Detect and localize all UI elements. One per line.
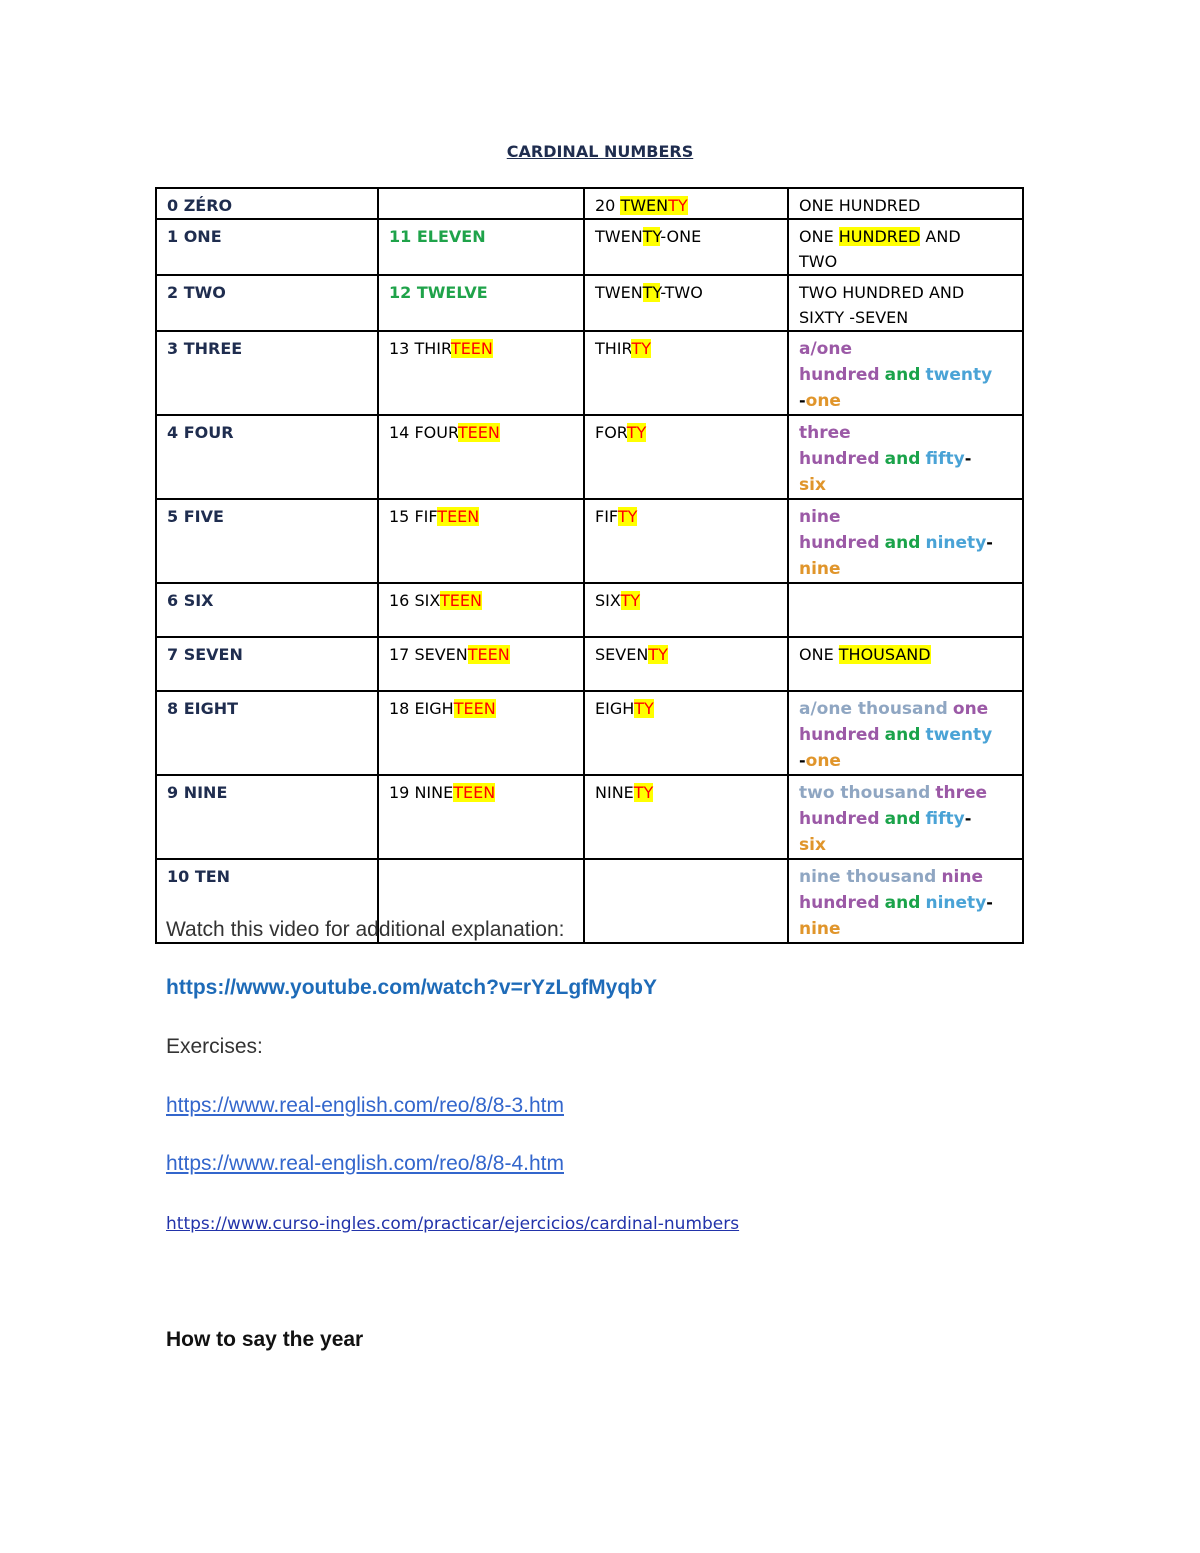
table-cell: ONE HUNDRED <box>788 188 1023 219</box>
table-cell: 4 FOUR <box>156 415 378 499</box>
table-cell: 9 NINE <box>156 775 378 859</box>
table-cell: two thousand three hundred and fifty- six <box>788 775 1023 859</box>
table-cell: 15 FIFTEEN <box>378 499 584 583</box>
table-row <box>156 331 1023 415</box>
table-cell: TWENTY-TWO <box>584 275 788 331</box>
table-cell: ONE THOUSAND <box>788 637 1023 691</box>
exercise-link-2[interactable]: https://www.real-english.com/reo/8/8-4.htm <box>166 1152 564 1175</box>
exercise-link-3[interactable]: https://www.curso-ingles.com/practicar/ejercicios/cardinal-numbers <box>166 1214 740 1234</box>
table-cell: NINETY <box>584 775 788 859</box>
table-row <box>156 188 1023 219</box>
table-cell: 10 TEN <box>156 859 378 943</box>
table-cell: 8 EIGHT <box>156 691 378 775</box>
table-cell: 6 SIX <box>156 583 378 637</box>
table-cell: 16 SIXTEEN <box>378 583 584 637</box>
table-cell: THIRTY <box>584 331 788 415</box>
video-intro-text: Watch this video for additional explanation: <box>166 918 565 941</box>
table-row <box>156 583 1023 637</box>
table-cell: nine thousand nine hundred and ninety- nine <box>788 859 1023 943</box>
table-cell: 0 ZÉRO <box>156 188 378 219</box>
table-cell <box>584 859 788 943</box>
cardinal-numbers-table <box>155 187 1024 944</box>
table-cell <box>378 188 584 219</box>
exercises-label: Exercises: <box>166 1035 263 1058</box>
exercise-link-1[interactable]: https://www.real-english.com/reo/8/8-3.htm <box>166 1094 564 1117</box>
table-cell: SEVENTY <box>584 637 788 691</box>
table-cell: 11 ELEVEN <box>378 219 584 275</box>
table-cell: 7 SEVEN <box>156 637 378 691</box>
table-cell: SIXTY <box>584 583 788 637</box>
table-cell: 14 FOURTEEN <box>378 415 584 499</box>
table-cell: 19 NINETEEN <box>378 775 584 859</box>
table-cell: three hundred and fifty- six <box>788 415 1023 499</box>
section-heading: How to say the year <box>166 1328 364 1351</box>
table-row <box>156 219 1023 275</box>
youtube-link[interactable]: https://www.youtube.com/watch?v=rYzLgfMyqbY <box>166 976 657 999</box>
table-row <box>156 275 1023 331</box>
table-cell: 20 TWENTY <box>584 188 788 219</box>
table-row <box>156 499 1023 583</box>
table-cell: ONE HUNDRED AND TWO <box>788 219 1023 275</box>
table-cell <box>788 583 1023 637</box>
table-cell: 12 TWELVE <box>378 275 584 331</box>
table-row <box>156 415 1023 499</box>
table-cell: 5 FIVE <box>156 499 378 583</box>
table-cell: 3 THREE <box>156 331 378 415</box>
table-cell: TWENTY-ONE <box>584 219 788 275</box>
table-cell: 18 EIGHTEEN <box>378 691 584 775</box>
table-cell: FORTY <box>584 415 788 499</box>
table-cell: a/one hundred and twenty -one <box>788 331 1023 415</box>
table-cell: a/one thousand one hundred and twenty -one <box>788 691 1023 775</box>
table-cell: 2 TWO <box>156 275 378 331</box>
page-title: CARDINAL NUMBERS <box>506 142 694 161</box>
table-cell: EIGHTY <box>584 691 788 775</box>
table-row <box>156 775 1023 859</box>
table-cell: nine hundred and ninety- nine <box>788 499 1023 583</box>
table-cell: 17 SEVENTEEN <box>378 637 584 691</box>
table-cell: FIFTY <box>584 499 788 583</box>
table-cell: 13 THIRTEEN <box>378 331 584 415</box>
table-row <box>156 637 1023 691</box>
table-row <box>156 691 1023 775</box>
table-cell: TWO HUNDRED AND SIXTY -SEVEN <box>788 275 1023 331</box>
table-cell: 1 ONE <box>156 219 378 275</box>
